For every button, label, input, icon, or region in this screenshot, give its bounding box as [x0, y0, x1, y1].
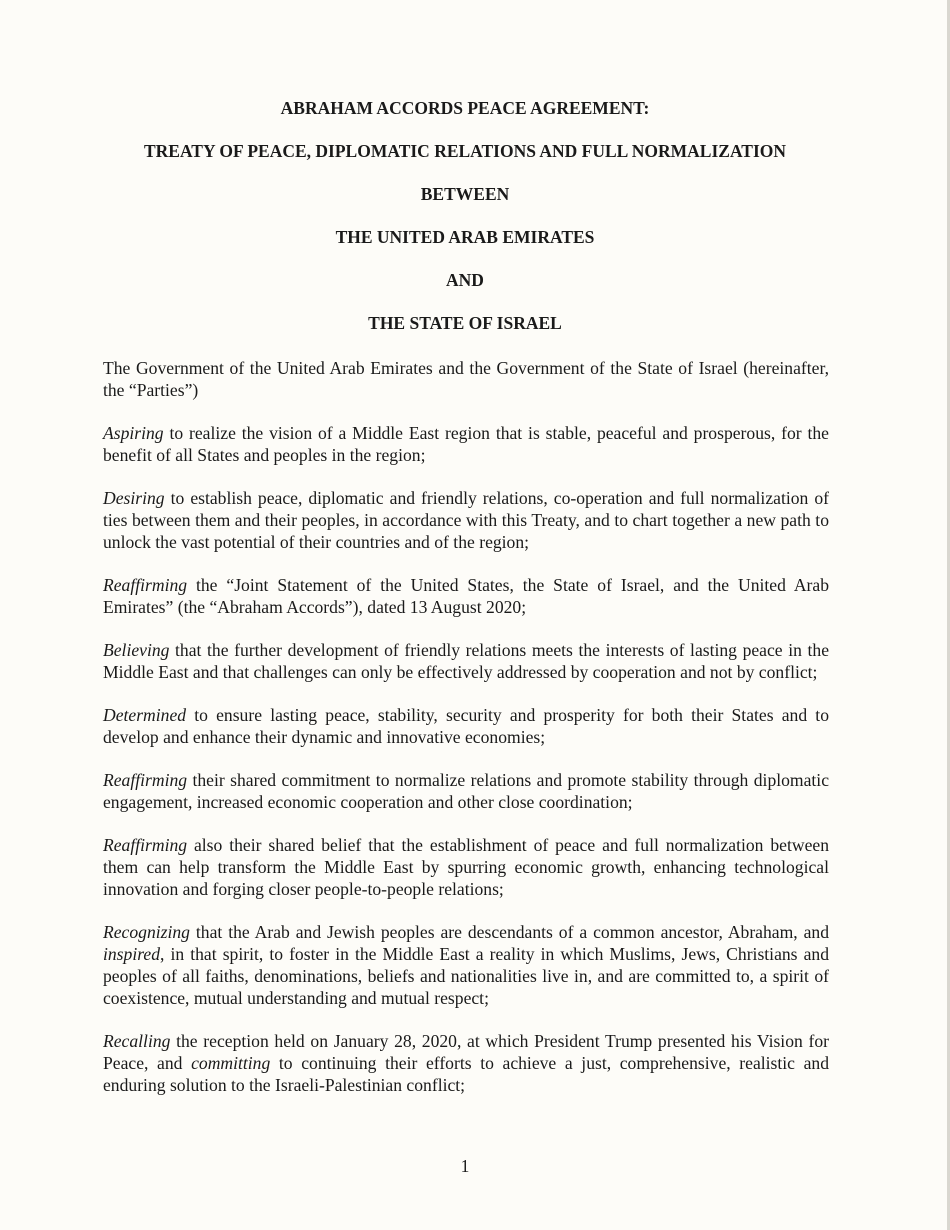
- page-number: 1: [460, 1156, 470, 1176]
- paragraph-text: that the Arab and Jewish peoples are descendants of a common ancestor, Abraham, and: [189, 922, 829, 942]
- paragraph-text: the reception held on January 28, 2020, at which President Trump presented his Vision for Peace, and: [103, 1031, 829, 1073]
- preamble-paragraph-recognizing: [103, 921, 829, 1009]
- paragraph-text: that the further development of friendly relations meets the interests of lasting peace in the Middle East and that challenges can only be effectively addressed by cooperation and not by conflict;: [103, 640, 829, 682]
- paragraph-lead: Reaffirming: [103, 835, 188, 855]
- preamble-paragraph-desiring: [103, 487, 829, 553]
- paragraph-lead: Reaffirming: [103, 770, 188, 790]
- preamble-paragraph-reaffirming-joint-statement: [103, 574, 829, 618]
- preamble-paragraph-recalling: [103, 1030, 829, 1096]
- paragraph-lead: Recalling: [103, 1031, 171, 1051]
- title-line-1: ABRAHAM ACCORDS PEACE AGREEMENT:: [280, 98, 650, 118]
- paragraph-lead: Desiring: [103, 488, 165, 508]
- paragraph-lead: Aspiring: [103, 423, 164, 443]
- paragraph-text: their shared commitment to normalize relations and promote stability through diplomatic engagement, increased economic cooperation and other close coordination;: [103, 770, 829, 812]
- preamble-paragraph-determined: [103, 704, 829, 748]
- paragraph-lead: Recognizing: [103, 922, 190, 942]
- preamble-paragraph-reaffirming-commitment: [103, 769, 829, 813]
- paragraph-lead: Reaffirming: [103, 575, 188, 595]
- title-line-2: TREATY OF PEACE, DIPLOMATIC RELATIONS AND FULL NORMALIZATION: [143, 141, 787, 161]
- paragraph-text: to continuing their efforts to achieve a just, comprehensive, realistic and enduring solution to the Israeli-Palestinian conflict;: [103, 1053, 829, 1095]
- title-line-6: THE STATE OF ISRAEL: [368, 313, 562, 333]
- title-line-4: THE UNITED ARAB EMIRATES: [335, 227, 595, 247]
- paragraph-text: to establish peace, diplomatic and friendly relations, co-operation and full normalization of ties between them and their peoples, in accordance with this Treaty, and to chart together a new path to unlock the vast potential of their countries and of the region;: [103, 488, 829, 552]
- preamble: [103, 357, 829, 1117]
- paragraph-text: to ensure lasting peace, stability, security and prosperity for both their States and to develop and enhance their dynamic and innovative economies;: [103, 705, 829, 747]
- preamble-paragraph-believing: [103, 639, 829, 683]
- preamble-paragraph-aspiring: [103, 422, 829, 466]
- paragraph-text: , in that spirit, to foster in the Middle East a reality in which Muslims, Jews, Christians and peoples of all faiths, denominations, beliefs and nationalities live in, and are committed to, a spirit of coexistence, mutual understanding and mutual respect;: [103, 944, 829, 1008]
- preamble-paragraph-parties: [103, 357, 829, 401]
- title-block: [0, 98, 930, 356]
- paragraph-text: to realize the vision of a Middle East region that is stable, peaceful and prosperous, for the benefit of all States and peoples in the region;: [103, 423, 829, 465]
- preamble-paragraph-reaffirming-belief: [103, 834, 829, 900]
- title-line-3: BETWEEN: [420, 184, 510, 204]
- paragraph-text: also their shared belief that the establishment of peace and full normalization between them can help transform the Middle East by spurring economic growth, enhancing technological innovation and forging closer people-to-people relations;: [103, 835, 829, 899]
- paragraph-emphasis: inspired: [103, 944, 161, 964]
- paragraph-text: The Government of the United Arab Emirates and the Government of the State of Israel (hereinafter, the “Parties”): [103, 358, 829, 400]
- paragraph-emphasis: committing: [191, 1053, 271, 1073]
- title-line-5: AND: [446, 270, 484, 290]
- paragraph-lead: Determined: [103, 705, 187, 725]
- paragraph-lead: Believing: [103, 640, 170, 660]
- paragraph-text: the “Joint Statement of the United States, the State of Israel, and the United Arab Emirates” (the “Abraham Accords”), dated 13 August 2020;: [103, 575, 829, 617]
